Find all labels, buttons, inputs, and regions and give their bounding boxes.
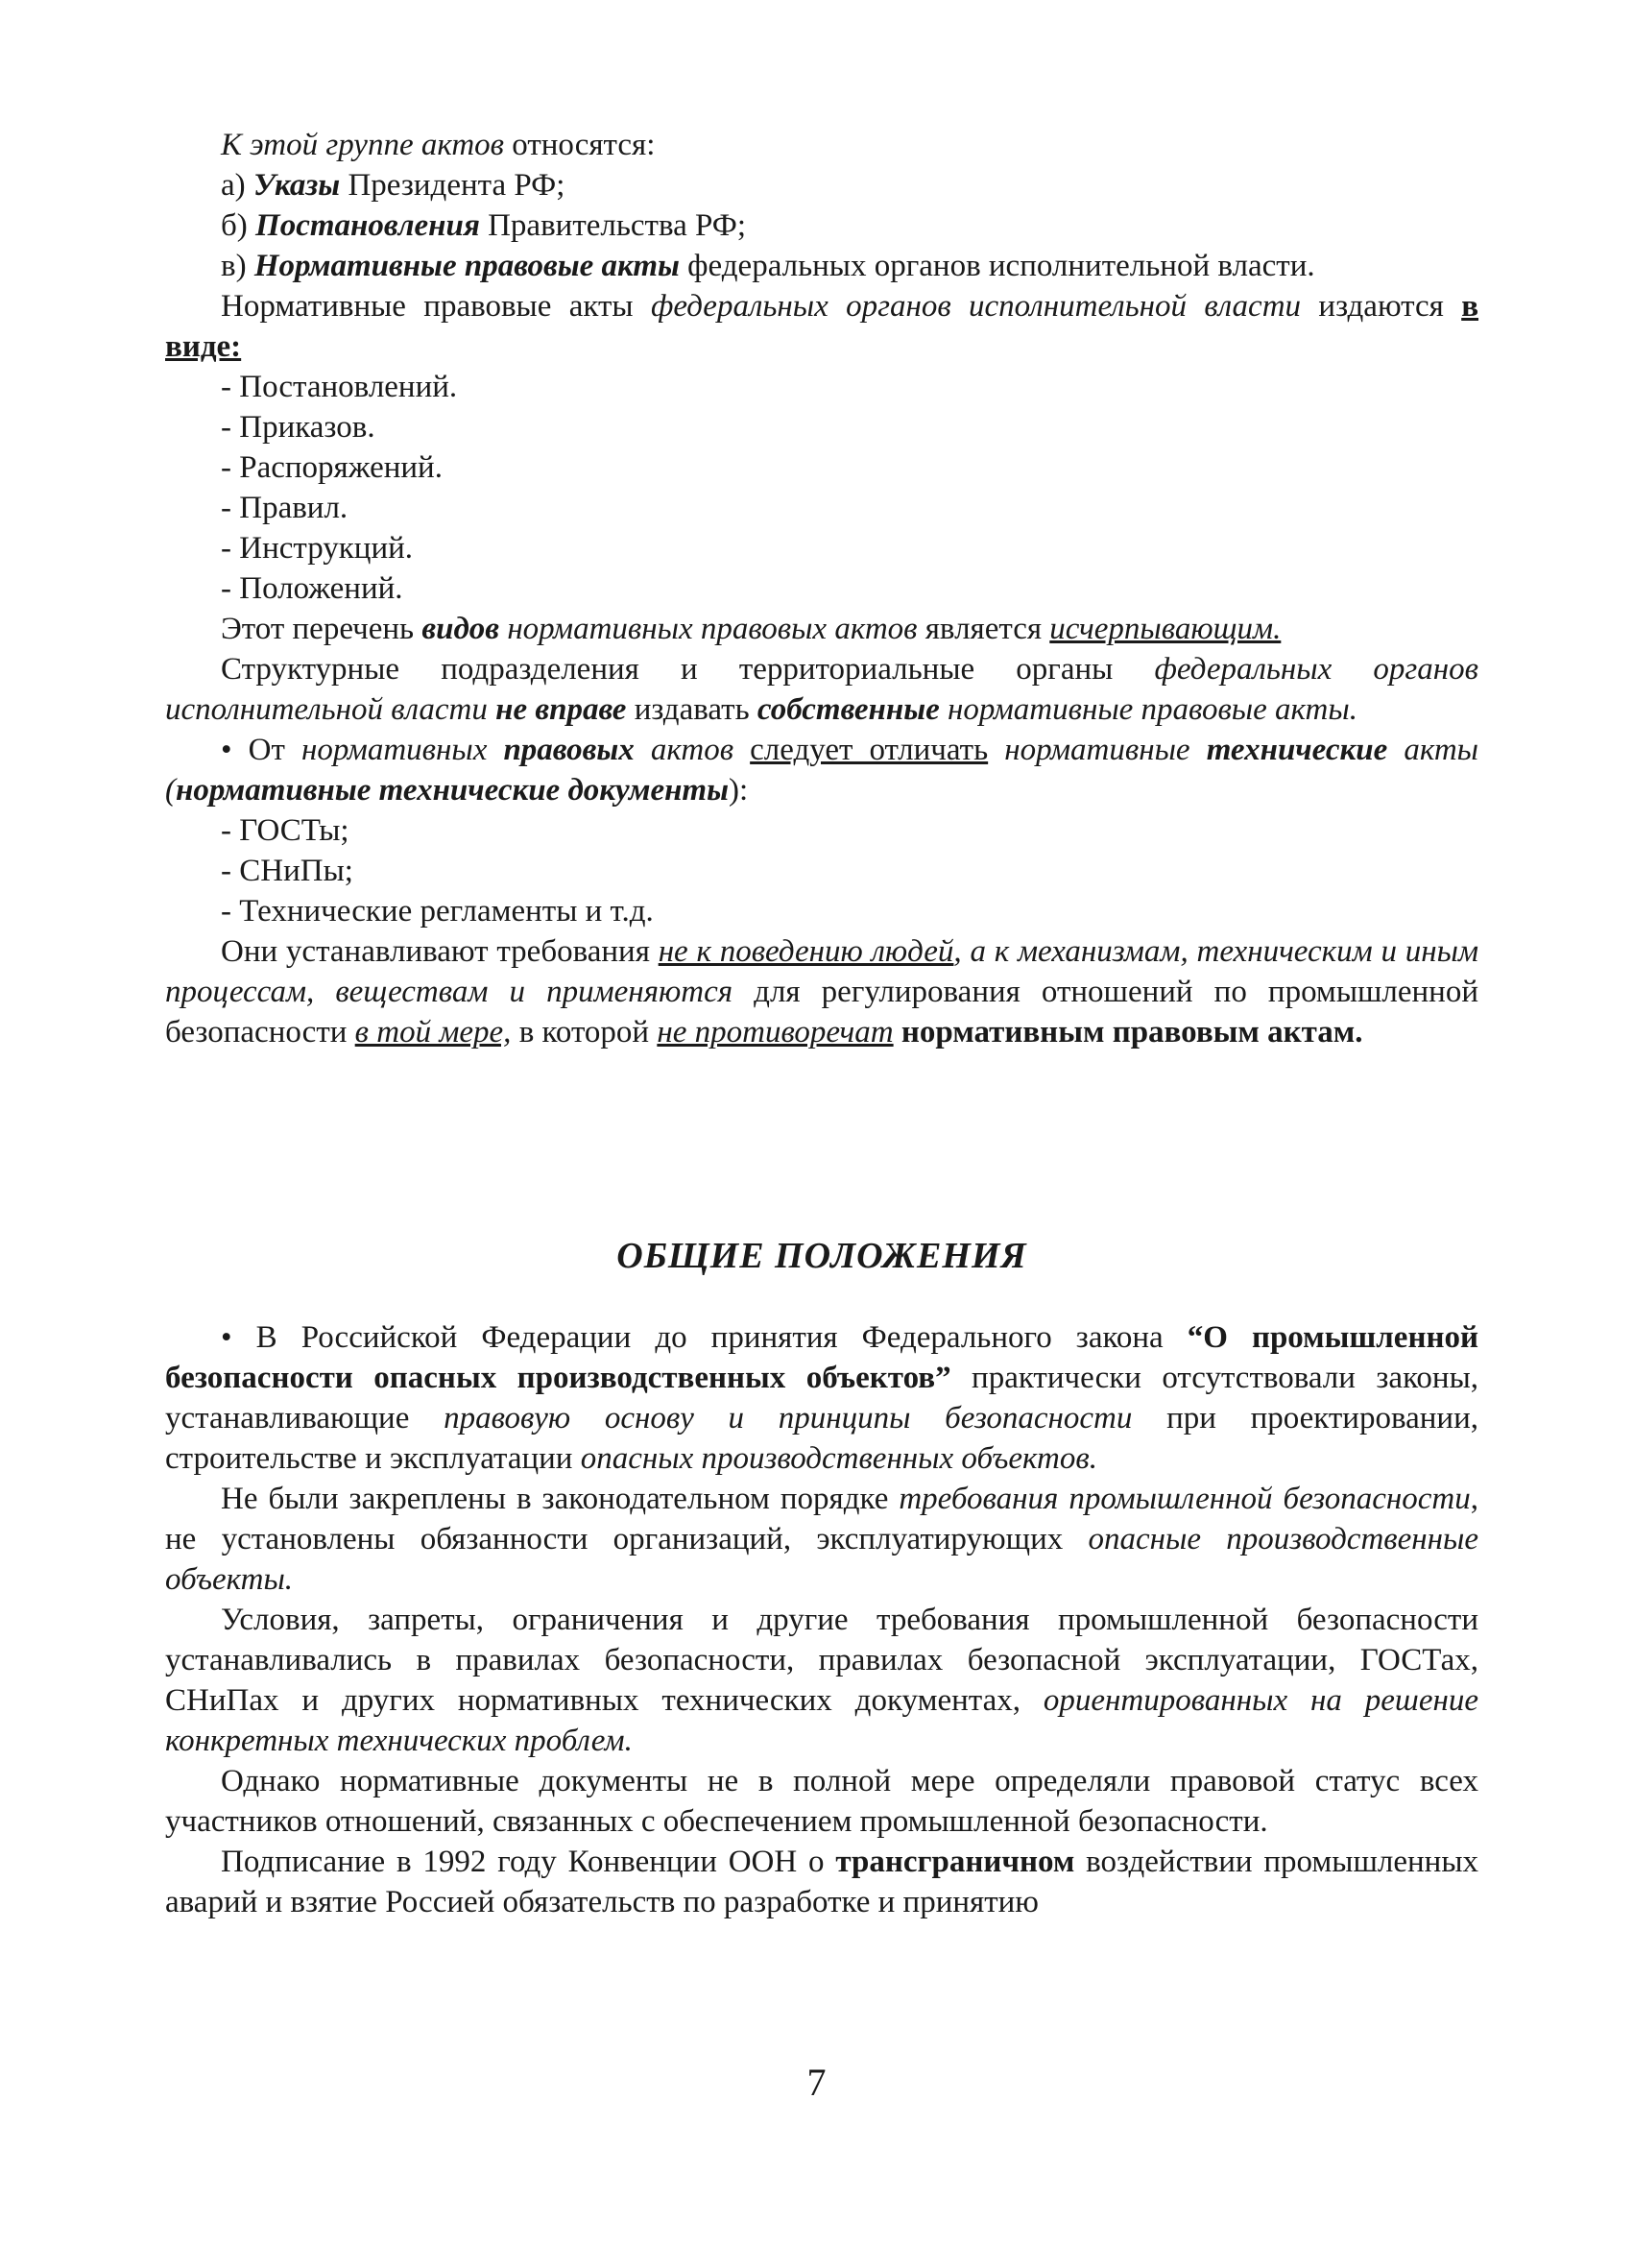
paragraph-exhaustive: Этот перечень видов нормативных правовых актов является исчерпывающим.	[221, 612, 1282, 646]
general-provisions	[165, 1317, 1478, 1922]
intro-section	[165, 125, 1478, 1052]
form-item: - Положений.	[221, 571, 403, 606]
intro-line: К этой группе актов относятся:	[221, 128, 656, 162]
paragraph-conditions: Условия, запреты, ограничения и другие требования промышленной безопасности устанавливались в правилах безопасности, правилах безопасной эксплуатации, ГОСТах, СНиПах и других нормативных технических документах, ориентированных на решение конкретных технических проблем.	[165, 1603, 1478, 1758]
form-item: - Распоряжений.	[221, 450, 443, 485]
doc-item: - СНиПы;	[221, 854, 353, 888]
doc-item: - ГОСТы;	[221, 813, 349, 848]
form-item: - Правил.	[221, 491, 348, 525]
page-number: 7	[806, 2061, 827, 2104]
paragraph-convention: Подписание в 1992 году Конвенции ООН о трансграничном воздействии промышленных аварий и взятие Россией обязательств по разработке и принятию	[165, 1845, 1478, 1919]
paragraph-forms: Нормативные правовые акты федеральных органов исполнительной власти издаются в виде:	[165, 289, 1479, 364]
form-item: - Постановлений.	[221, 370, 458, 404]
form-item: - Инструкций.	[221, 531, 414, 566]
list-item: б) Постановления Правительства РФ;	[221, 208, 747, 243]
doc-item: - Технические регламенты и т.д.	[221, 894, 654, 929]
paragraph-law: • В Российской Федерации до принятия Федерального закона “О промышленной безопасности опасных производственных объектов” практически отсутствовали законы, устанавливающие правовую основу и принципы безопасности при проектировании, строительстве и эксплуатации опасных производственных объектов.	[165, 1320, 1479, 1476]
list-item: а) Указы Президента РФ;	[221, 168, 565, 203]
paragraph-distinction: • От нормативных правовых актов следует отличать нормативные технические акты (нормативные технические документы):	[165, 733, 1479, 808]
paragraph-not-fixed: Не были закреплены в законодательном порядке требования промышленной безопасности, не установлены обязанности организаций, эксплуатирующих опасные производственные объекты.	[165, 1482, 1478, 1597]
paragraph-structural: Структурные подразделения и территориальные органы федеральных органов исполнительной власти не вправе издавать собственные нормативные правовые акты.	[165, 652, 1478, 727]
list-item: в) Нормативные правовые акты федеральных органов исполнительной власти.	[221, 249, 1315, 283]
paragraph-requirements: Они устанавливают требования не к поведению людей, а к механизмам, техническим и иным процессам, веществам и применяются для регулирования отношений по промышленной безопасности в той мере, в которой не противоречат нормативным правовым актам.	[165, 934, 1479, 1050]
form-item: - Приказов.	[221, 410, 375, 445]
section-heading-wrap	[165, 1233, 1478, 1279]
section-heading: ОБЩИЕ ПОЛОЖЕНИЯ	[616, 1236, 1027, 1276]
paragraph-status: Однако нормативные документы не в полной мере определяли правовой статус всех участников отношений, связанных с обеспечением промышленной безопасности.	[165, 1764, 1478, 1839]
